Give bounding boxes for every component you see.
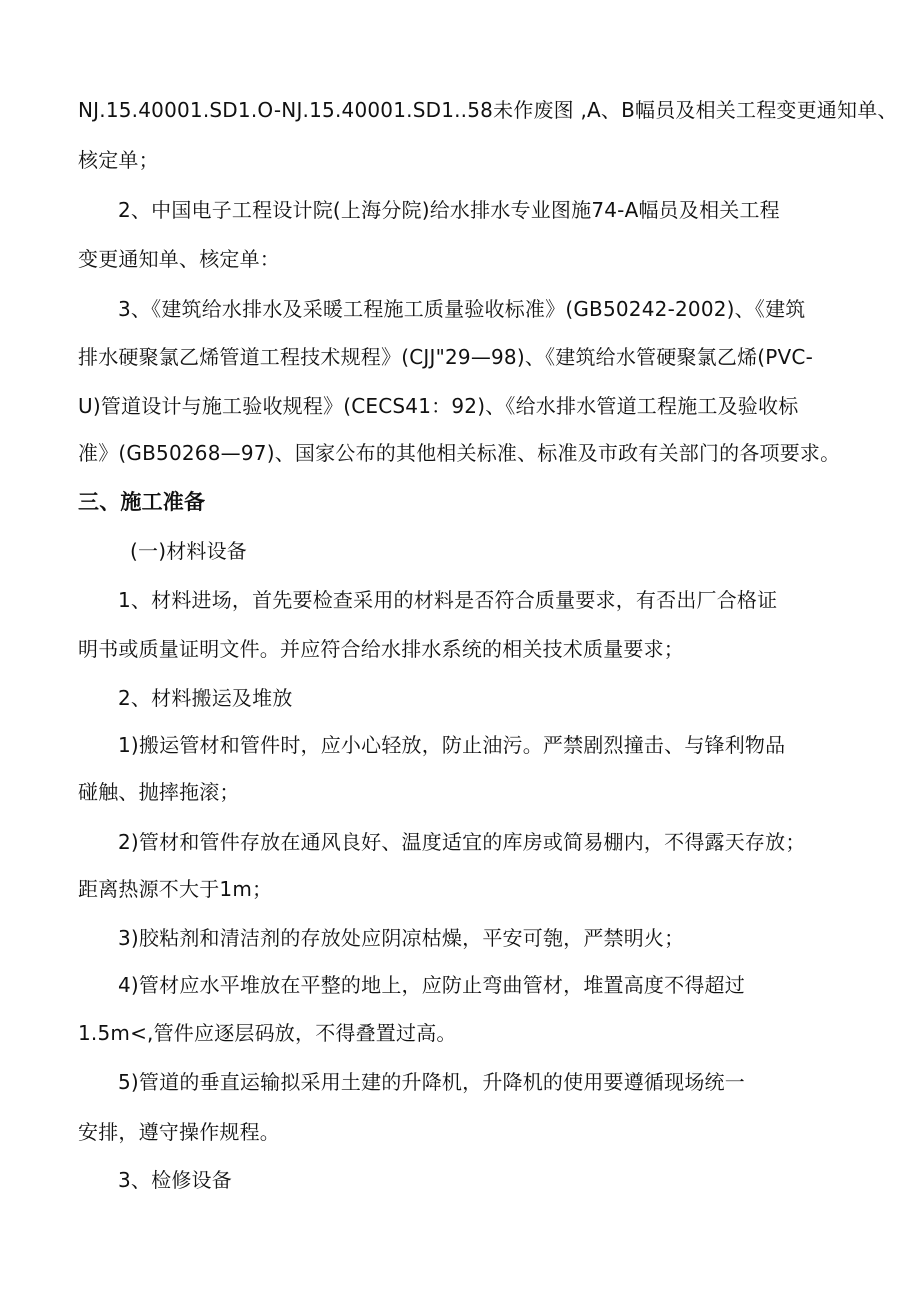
paragraph-line-3: 2、中国电子工程设计院(上海分院)给水排水专业图施74-A幅员及相关工程 xyxy=(118,198,780,222)
paragraph-line-20: 安排，遵守操作规程。 xyxy=(78,1120,280,1144)
subsection-heading: (一)材料设备 xyxy=(130,539,248,563)
paragraph-line-4: 变更通知单、核定单： xyxy=(78,247,280,271)
paragraph-line-18: 1.5m<,管件应逐层码放，不得叠置过高。 xyxy=(78,1021,457,1045)
paragraph-line-13: 碰触、抛摔拖滚； xyxy=(78,780,240,804)
paragraph-line-21: 3、检修设备 xyxy=(118,1168,232,1192)
paragraph-line-16: 3)胶粘剂和清洁剂的存放处应阴凉枯燥，平安可匏，严禁明火； xyxy=(118,926,685,950)
paragraph-line-1: NJ.15.40001.SD1.O-NJ.15.40001.SD1..58未作废图 ,A、B幅员及相关工程变更通知单、 xyxy=(78,98,898,122)
paragraph-line-11: 2、材料搬运及堆放 xyxy=(118,686,293,710)
paragraph-line-9: 1、材料进场，首先要检查采用的材料是否符合质量要求，有否出厂合格证 xyxy=(118,588,778,612)
paragraph-line-8: 准》(GB50268—97)、国家公布的其他相关标准、标准及市政有关部门的各项要求。 xyxy=(78,441,841,465)
paragraph-line-17: 4)管材应水平堆放在平整的地上，应防止弯曲管材，堆置高度不得超过 xyxy=(118,973,745,997)
section-heading: 三、施工准备 xyxy=(78,490,206,514)
paragraph-line-14: 2)管材和管件存放在通风良好、温度适宜的库房或简易棚内，不得露天存放； xyxy=(118,830,806,854)
paragraph-line-7: U)管道设计与施工验收规程》(CECS41：92)、《给水排水管道工程施工及验收标 xyxy=(78,394,799,418)
paragraph-line-15: 距离热源不大于1m； xyxy=(78,877,273,901)
paragraph-line-10: 明书或质量证明文件。并应符合给水排水系统的相关技术质量要求； xyxy=(78,637,684,661)
paragraph-line-12: 1)搬运管材和管件时，应小心轻放，防止油污。严禁剧烈撞击、与锋利物品 xyxy=(118,733,786,757)
paragraph-line-19: 5)管道的垂直运输拟采用土建的升降机，升降机的使用要遵循现场统一 xyxy=(118,1070,745,1094)
paragraph-line-6: 排水硬聚氯乙烯管道工程技术规程》(CJJ"29—98)、《建筑给水管硬聚氯乙烯(PVC- xyxy=(78,345,813,369)
paragraph-line-2: 核定单； xyxy=(78,148,159,172)
paragraph-line-5: 3、《建筑给水排水及采暖工程施工质量验收标准》(GB50242-2002)、《建筑 xyxy=(118,297,806,321)
